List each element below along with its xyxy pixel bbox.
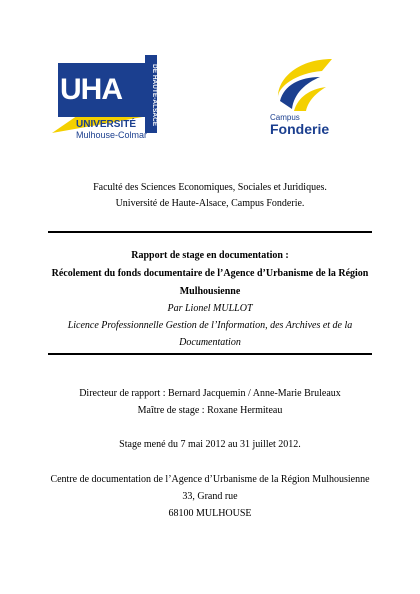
report-director: Directeur de rapport : Bernard Jacquemin / Anne-Marie Bruleaux [79,388,341,399]
bottom-divider [48,353,372,355]
uha-city-label: Mulhouse-Colmar [76,130,148,140]
report-title-line2: Récolement du fonds documentaire de l’Agence d’Urbanisme de la Région [51,268,369,279]
degree-line2: Documentation [179,337,241,348]
location-line1: Centre de documentation de l’Agence d’Urbanisme de la Région Mulhousienne [50,474,370,485]
campus-arc-icon [270,55,340,115]
campus-line2: Fonderie [270,121,330,137]
uha-university-label: UNIVERSITÉ [76,119,137,130]
uha-letters: UHA [60,73,122,106]
campus-fonderie-logo [270,55,340,140]
faculty-line2: Université de Haute-Alsace, Campus Fonderie. [115,198,305,209]
report-title-line3: Mulhousienne [179,286,241,297]
internship-period: Stage mené du 7 mai 2012 au 31 juillet 2012. [119,439,301,450]
uha-vertical-text: DE HAUTE-ALSACE [151,63,158,127]
author: Par Lionel MULLOT [167,303,253,314]
internship-master: Maître de stage : Roxane Hermiteau [137,405,283,416]
degree-line1: Licence Professionnelle Gestion de l’Information, des Archives et de la [67,320,353,331]
top-divider [48,231,372,233]
uha-logo [50,55,160,145]
location-line3: 68100 MULHOUSE [168,508,252,519]
report-title-line1: Rapport de stage en documentation : [131,250,289,261]
campus-line1: Campus [270,113,300,122]
location-line2: 33, Grand rue [182,491,238,502]
faculty-line1: Faculté des Sciences Economiques, Sociales et Juridiques. [93,182,327,193]
